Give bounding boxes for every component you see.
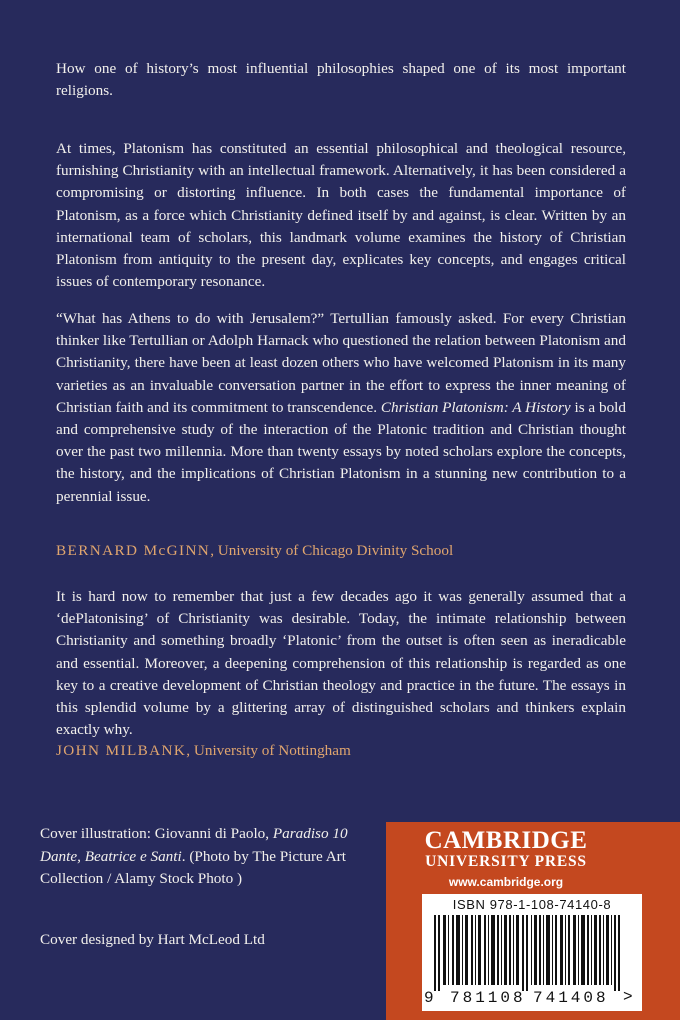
endorsement-text: “What has Athens to do with Jerusalem?” Tertullian famously asked. For every Christian thinker like Tertullian or Adolph Harnack who questioned the relation between Platonism and Christianity, there have been at least dozen others who have welcomed Platonism in its many varieties as an invaluable conversation partner in the effort to express the inner meaning of Christian faith and its commitment to transcendence. — [56, 310, 626, 416]
tagline: How one of history’s most influential philosophies shaped one of its most important religions. — [56, 60, 626, 100]
publisher-panel — [386, 822, 680, 1020]
cover-illustration-credit — [40, 823, 360, 891]
endorsement-quote-2: It is hard now to remember that just a few decades ago it was generally assumed that a ‘dePlatonising’ of Christianity was desirable. Today, the intimate relationship between Christianity and something broadly ‘Platonic’ from the outset is often seen as ineradicable and essential. Moreover, a deepening comprehension of this relationship is regarded as one key to a creative development of Christian theology and practice in the future. The essays in this splendid volume by a glittering array of distinguished scholars and thinkers explain exactly why. — [56, 588, 626, 739]
description: At times, Platonism has constituted an essential philosophical and theological resource, furnishing Christianity with an intellectual framework. Alternatively, it has been considered a compromising or distorting influence. In both cases the fundamental importance of Platonism, as a force which Christianity defined itself by and against, is clear. Written by an international team of scholars, this landmark volume examines the history of Christian Platonism from antiquity to the present day, explicates key concepts, and engages critical issues of contemporary resonance. — [56, 140, 626, 291]
book-title: Christian Platonism: A History — [380, 398, 571, 416]
ean-left-group: 781108 — [450, 989, 526, 1007]
barcode — [422, 894, 642, 1011]
ean-first-digit: 9 — [424, 989, 434, 1007]
cover-design-credit: Cover designed by Hart McLeod Ltd — [40, 931, 265, 948]
barcode-bars — [434, 915, 630, 991]
publisher-logo-name: CAMBRIDGE — [424, 827, 588, 854]
endorsement-text: is a bold and comprehensive study of the interaction of the Platonic tradition and Christian thought over the past two millennia. More than twenty essays by noted scholars explore the concepts, the history, and the implications of Christian Platonism in a stunning new contribution to a perennial issue. — [56, 398, 626, 505]
isbn-label: ISBN 978-1-108-74140-8 — [452, 897, 612, 912]
endorsement-quote-1 — [56, 308, 626, 508]
publisher-logo-subname: UNIVERSITY PRESS — [425, 853, 587, 870]
artwork-title: Paradiso 10 Dante, Beatrice e Santi — [40, 825, 348, 865]
publisher-url: www.cambridge.org — [448, 875, 564, 889]
credit-text: . (Photo by The Picture Art Collection / Alamy Stock Photo ) — [40, 847, 346, 887]
endorser-name: BERNARD McGINN — [56, 542, 211, 559]
endorser-affiliation: , University of Nottingham — [186, 742, 351, 759]
endorsement-attribution-1 — [56, 541, 453, 561]
endorser-name: JOHN MILBANK — [56, 742, 187, 759]
credit-text: Cover illustration: Giovanni di Paolo, — [40, 825, 273, 842]
endorser-affiliation: , University of Chicago Divinity School — [210, 542, 454, 559]
endorsement-attribution-2 — [56, 741, 351, 761]
ean-right-group: 741408 — [533, 989, 609, 1007]
quiet-zone-mark: > — [623, 988, 633, 1006]
